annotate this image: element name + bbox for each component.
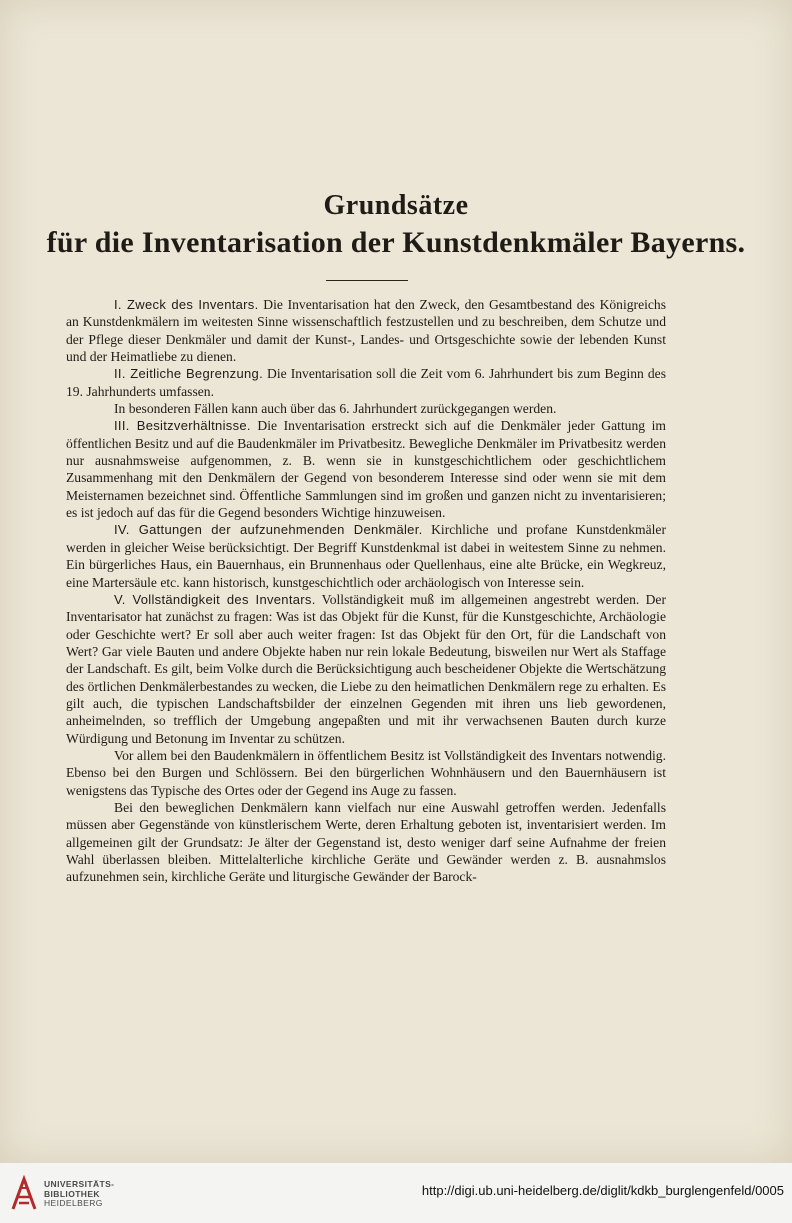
viewer-footer [0,1163,792,1223]
section-text: Vollständigkeit muß im allgemeinen angestrebt werden. Der Inventarisator hat zunächst zu fragen: Was ist das Objekt für die Kunst, für die Kunstgeschichte, Archäologie oder Geschichte wert? Er soll aber auch weiter fragen: Ist das Objekt für den Ort, für die Landschaft von Wert? Gar viele Bauten und andere Objekte haben nur rein lokale Bedeutung, bisweilen nur Wert als Staffage der Landschaft. Es gilt, beim Volke durch die Berücksichtigung auch bescheidener Objekte die Wertschätzung des örtlichen Denkmälerbestandes zu wecken, die Liebe zu den heimatlichen Denkmälern rege zu erhalten. Es gilt auch, die typischen Landschaftsbilder der einzelnen Gegenden mit ihren uns lieb gewordenen, anheimelnden, so trefflich der Umgebung angepaßten und mit ihr verwachsenen Bauten durch kurze Würdigung und Betonung im Inventar zu schützen. [66,591,666,746]
library-line-1: UNIVERSITÄTS- [44,1179,115,1189]
university-logo-icon [10,1175,38,1211]
paragraph: In besonderen Fällen kann auch über das 6. Jahrhundert zurückgegangen werden. [114,401,557,417]
library-name [44,1180,114,1209]
section-text: Die Inventarisation soll die Zeit vom 6. Jahrhundert bis zum Beginn des 19. Jahrhunderts umfassen. [66,366,666,399]
section-1 [66,296,666,365]
section-heading: I. Zweck des Inventars. [114,297,259,312]
permalink-link[interactable]: http://digi.ub.uni-heidelberg.de/diglit/kdkb_burglengenfeld/0005 [421,1183,784,1198]
document-subtitle: für die Inventarisation der Kunstdenkmäler Bayerns. [46,226,746,259]
section-heading: IV. Gattungen der aufzunehmenden Denkmäler. [114,522,423,538]
paragraph: Vor allem bei den Baudenkmälern in öffentlichem Besitz ist Vollständigkeit des Inventars notwendig. Ebenso bei den Burgen und Schlössern. Bei den bürgerlichen Wohnhäusern und den Bauernhäusern ist wenigstens das Typische des Ortes oder der Gegend ins Auge zu fassen. [66,747,666,798]
title-divider [326,280,408,281]
section-text: Die Inventarisation hat den Zweck, den Gesamtbestand des Königreichs an Kunstdenkmälern im weitesten Sinne wissenschaftlich festzustellen und zu beschreiben, dem Schutze und der Pflege dieser Denkmäler und damit der Kunst-, Landes- und Ortsgeschichte sowie der lebenden Kunst und der Heimatliebe zu dienen. [66,297,667,365]
section-2 [66,365,666,400]
library-line-2: BIBLIOTHEK [44,1188,100,1199]
section-heading: III. Besitzverhältnisse. [114,418,251,434]
section-text: Die Inventarisation erstreckt sich auf die Denkmäler jeder Gattung im öffentlichen Besitz und auf die Baudenkmäler im Privatbesitz. Bewegliche Denkmäler im Privatbesitz werden nur ausnahmsweise aufgenommen, z. B. wenn sie in kunstgeschichtlichem oder geschichtlichem Zusammenhang mit den Denkmälern der Gegend von besonderem Interesse sind oder wenn sie mit dem Meisternamen bezeichnet sind. Öffentliche Sammlungen sind im großen und ganzen nicht zu inventarisieren; es ist jedoch auf das für die Gegend besonders Wichtige hinzuweisen. [66,418,666,521]
section-text: Kirchliche und profane Kunstdenkmäler werden in gleicher Weise berücksichtigt. Der Begriff Kunstdenkmal ist dabei in weitestem Sinne zu nehmen. Ein bürgerliches Haus, ein Bauernhaus, ein Brunnenhaus oder Quellenhaus, eine alte Brücke, ein Wegkreuz, eine Martersäule etc. kann historisch, kunstgeschichtlich oder archäologisch von Interesse sein. [66,522,666,590]
section-5 [66,591,666,747]
section-heading: V. Vollständigkeit des Inventars. [114,591,316,607]
document-title: Grundsätze [323,190,469,221]
section-4 [66,521,666,590]
paragraph: Bei den beweglichen Denkmälern kann vielfach nur eine Auswahl getroffen werden. Jedenfalls müssen aber Gegenstände von künstlerischem Werte, deren Erhaltung geboten ist, inventarisiert werden. Im allgemeinen gilt der Grundsatz: Je älter der Gegenstand ist, desto weniger darf seine Aufnahme der freien Wahl überlassen bleiben. Mittelalterliche kirchliche Geräte und Gewänder werden z. B. ausnahmslos aufzunehmen sein, kirchliche Geräte und liturgische Gewänder der Barock- [66,799,666,885]
section-3 [66,417,666,521]
document-body [66,296,666,886]
library-line-3: HEIDELBERG [44,1198,103,1208]
section-heading: II. Zeitliche Begrenzung. [114,366,263,382]
